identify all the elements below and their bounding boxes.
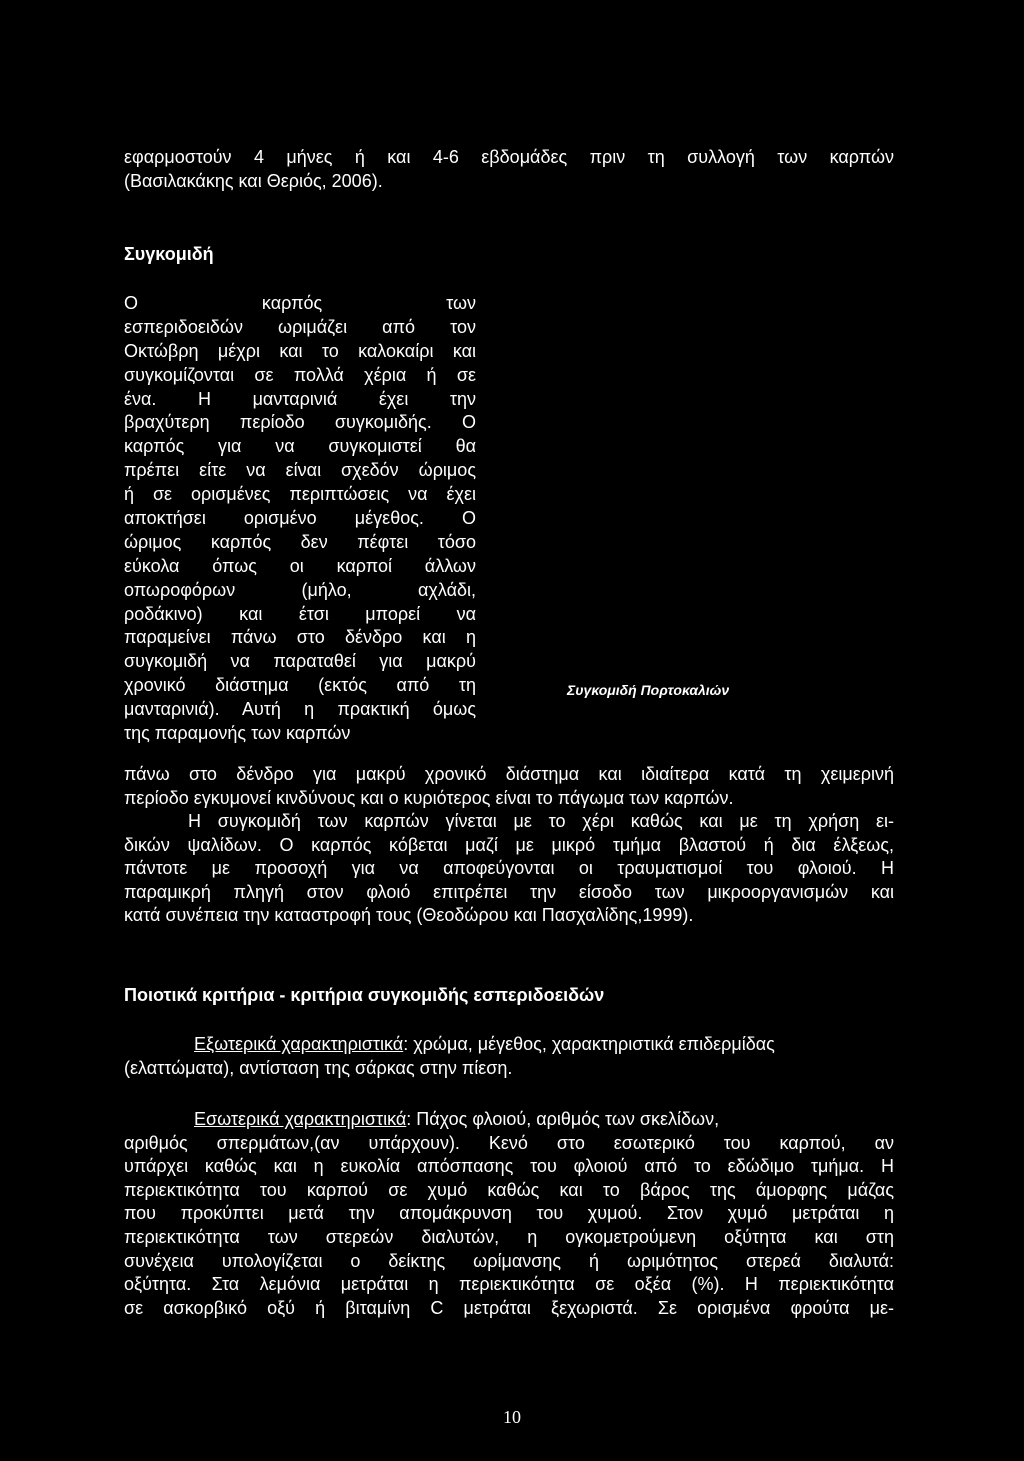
column-line: εσπεριδοειδών ωριμάζει από τον	[124, 316, 476, 337]
full-line: δικών ψαλίδων. Ο καρπός κόβεται μαζί με μικρό τμήμα βλαστού ή δια έλξεως,	[124, 834, 894, 855]
column-line: οπωροφόρων (μήλο, αχλάδι,	[124, 579, 476, 600]
column-line: Οκτώβρη μέχρι και το καλοκαίρι και	[124, 340, 476, 361]
column-line: της παραμονής των καρπών	[124, 723, 351, 744]
intro-line-2: (Βασιλακάκης και Θεριός, 2006).	[124, 170, 383, 191]
full-line: πάντοτε με προσοχή για να αποφεύγονται οι τραυματισμοί του φλοιού. Η	[124, 858, 894, 878]
internal-line: αριθμός σπερμάτων,(αν υπάρχουν). Κενό στο εσωτερικό του καρπού, αν	[124, 1132, 894, 1153]
internal-line: που προκύπτει μετά την απομάκρυνση του χυμού. Στον χυμό μετράται η	[124, 1203, 894, 1224]
full-line: Η συγκομιδή των καρπών γίνεται με το χέρι καθώς και με τη χρήση ει-	[188, 811, 894, 831]
internal-line: περιεκτικότητα των στερεών διαλυτών, η ογκομετρούμενη οξύτητα και στη	[124, 1226, 894, 1247]
harvest-full-paragraph	[124, 763, 894, 928]
section-heading-harvest: Συγκομιδή	[124, 244, 214, 264]
column-line: ώριμος καρπός δεν πέφτει τόσο	[124, 531, 476, 552]
column-line: βραχύτερη περίοδο συγκομιδής. Ο	[124, 412, 476, 433]
harvest-column-paragraph	[124, 292, 476, 746]
column-line: αποκτήσει ορισμένο μέγεθος. Ο	[124, 508, 476, 529]
column-line: ή σε ορισμένες περιπτώσεις να έχει	[124, 484, 476, 505]
internal-line-1	[124, 1108, 894, 1132]
full-line: παραμικρή πληγή στον φλοιό επιτρέπει την είσοδο των μικροοργανισμών και	[124, 881, 894, 902]
column-line: συγκομίζονται σε πολλά χέρια ή σε	[124, 364, 476, 385]
internal-line-1-rest: : Πάχος φλοιού, αριθμός των σκελίδων,	[406, 1109, 720, 1129]
column-line: ροδάκινο) και έτσι μπορεί να	[124, 603, 476, 624]
section-heading-quality: Ποιοτικά κριτήρια - κριτήρια συγκομιδής εσπεριδοειδών	[124, 985, 605, 1005]
internal-line: συνέχεια υπολογίζεται ο δείκτης ωρίμανσης ή ωριμότητος στερεά διαλυτά:	[124, 1250, 894, 1271]
intro-line-1: εφαρμοστούν 4 μήνες ή και 4-6 εβδομάδες πριν τη συλλογή των καρπών	[124, 147, 894, 167]
external-term: Εξωτερικά χαρακτηριστικά	[194, 1034, 404, 1054]
external-line-2: (ελαττώματα), αντίσταση της σάρκας στην πίεση.	[124, 1057, 513, 1078]
internal-line: περιεκτικότητα του καρπού σε χυμό καθώς και το βάρος της άμορφης μάζας	[124, 1179, 894, 1200]
column-line: χρονικό διάστημα (εκτός από τη	[124, 675, 476, 696]
intro-paragraph	[124, 146, 894, 193]
column-line: πρέπει είτε να είναι σχεδόν ώριμος	[124, 460, 476, 481]
column-line: καρπός για να συγκομιστεί θα	[124, 436, 476, 457]
external-line-1-rest: : χρώμα, μέγεθος, χαρακτηριστικά επιδερμίδας	[403, 1034, 775, 1054]
internal-characteristics-paragraph	[124, 1108, 894, 1320]
column-line: συγκομιδή να παραταθεί για μακρύ	[124, 651, 476, 672]
external-line-1	[124, 1033, 894, 1057]
full-line: κατά συνέπεια την καταστροφή τους (Θεοδώρου και Πασχαλίδης,1999).	[124, 905, 694, 925]
internal-line: οξύτητα. Στα λεμόνια μετράται η περιεκτικότητα σε οξέα (%). Η περιεκτικότητα	[124, 1274, 894, 1295]
column-line: παραμείνει πάνω στο δένδρο και η	[124, 627, 476, 648]
column-line: εύκολα όπως οι καρποί άλλων	[124, 555, 476, 576]
internal-term: Εσωτερικά χαρακτηριστικά	[194, 1109, 407, 1129]
internal-line: σε ασκορβικό οξύ ή βιταμίνη C μετράται ξεχωριστά. Σε ορισμένα φρούτα με-	[124, 1297, 894, 1318]
column-line: μανταρινιά). Αυτή η πρακτική όμως	[124, 699, 476, 720]
page-number: 10	[503, 1407, 521, 1427]
full-line: περίοδο εγκυμονεί κινδύνους και ο κυριότερος είναι το πάγωμα των καρπών.	[124, 787, 734, 808]
figure-caption: Συγκομιδή Πορτοκαλιών	[567, 682, 730, 698]
column-line: ένα. Η μανταρινιά έχει την	[124, 388, 476, 409]
external-characteristics-paragraph	[124, 1033, 894, 1080]
internal-line: υπάρχει καθώς και η ευκολία απόσπασης του φλοιού από το εδώδιμο τμήμα. Η	[124, 1156, 894, 1177]
full-line: πάνω στο δένδρο για μακρύ χρονικό διάστημα και ιδιαίτερα κατά τη χειμερινή	[124, 764, 894, 784]
column-line: Ο καρπός των	[124, 293, 476, 313]
